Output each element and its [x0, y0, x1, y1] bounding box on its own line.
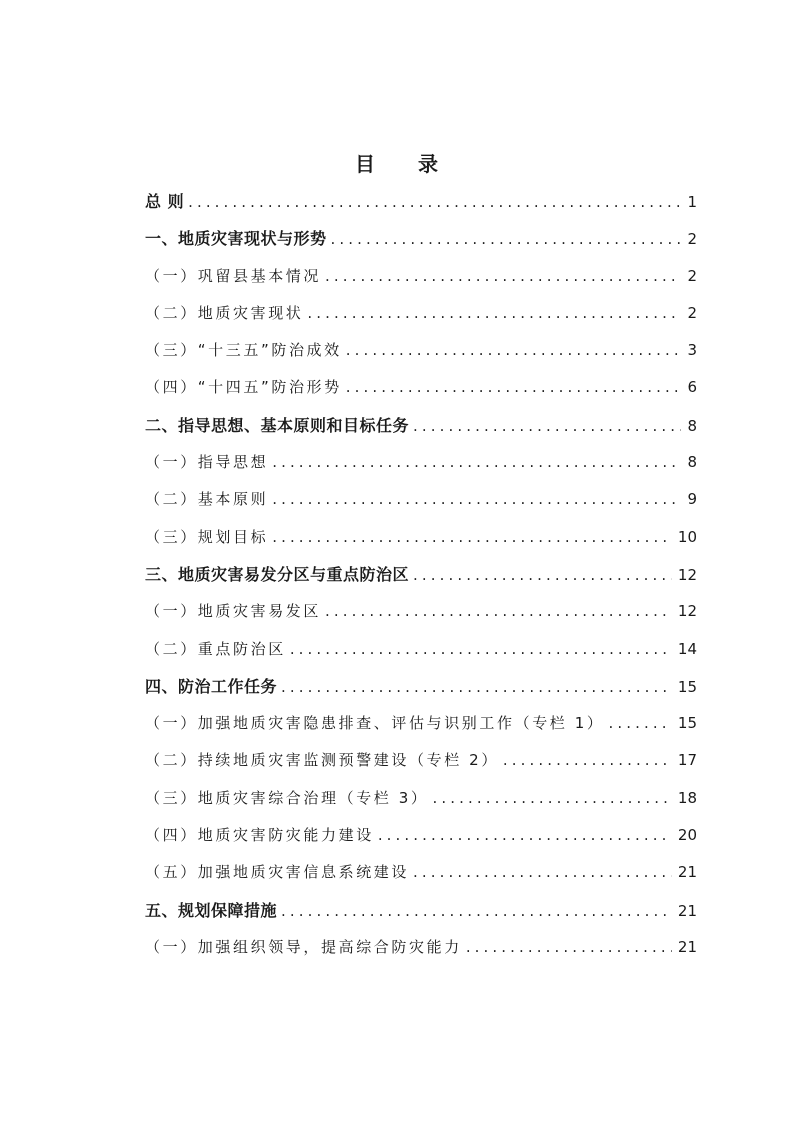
- toc-entry-page-number: 10: [677, 527, 697, 546]
- toc-entry[interactable]: [145, 407, 697, 444]
- toc-entry-page-number: 3: [687, 341, 697, 360]
- toc-dot-leader: [272, 519, 672, 556]
- toc-entry[interactable]: [145, 258, 697, 295]
- toc-entry-label: （一）加强地质灾害隐患排查、评估与识别工作（专栏 1）: [145, 714, 605, 733]
- toc-entry[interactable]: [145, 369, 697, 406]
- toc-entry[interactable]: [145, 892, 697, 929]
- toc-entry-label: （一）地质灾害易发区: [145, 602, 322, 621]
- toc-entry-page-number: 2: [687, 303, 697, 322]
- toc-dot-leader: [413, 557, 672, 593]
- toc-entry-page-number: 9: [687, 490, 697, 509]
- toc-entry[interactable]: [145, 481, 697, 518]
- toc-entry[interactable]: [145, 705, 697, 742]
- toc-dot-leader: [503, 742, 672, 779]
- toc-entry-label: （三）地质灾害综合治理（专栏 3）: [145, 788, 429, 807]
- toc-entry[interactable]: [145, 780, 697, 817]
- toc-entry-label: （一）巩留县基本情况: [145, 266, 322, 285]
- toc-entry[interactable]: [145, 295, 697, 332]
- toc-dot-leader: [346, 332, 681, 369]
- toc-entry[interactable]: [145, 854, 697, 891]
- toc-entry-label: 四、防治工作任务: [145, 676, 278, 696]
- toc-entry-page-number: 2: [687, 230, 697, 249]
- toc-dot-leader: [413, 854, 672, 891]
- toc-entry-label: （三）规划目标: [145, 527, 269, 546]
- toc-entry-page-number: 8: [687, 453, 697, 472]
- toc-entry-page-number: 12: [677, 565, 697, 584]
- toc-entry-label: （二）持续地质灾害监测预警建设（专栏 2）: [145, 751, 499, 770]
- toc-entry-label: 一、地质灾害现状与形势: [145, 229, 327, 249]
- toc-entry-page-number: 21: [677, 937, 697, 956]
- toc-entry-label: （五）加强地质灾害信息系统建设: [145, 863, 410, 882]
- toc-dot-leader: [307, 295, 681, 332]
- toc-dot-leader: [325, 593, 672, 630]
- toc-entry-label: （四）“十四五”防治形势: [145, 378, 342, 397]
- toc-dot-leader: [433, 780, 672, 817]
- toc-entry[interactable]: [145, 668, 697, 705]
- page-title: 目 录: [355, 152, 456, 176]
- toc-entry-label: （四）地质灾害防灾能力建设: [145, 826, 374, 845]
- toc-entry-page-number: 14: [677, 639, 697, 658]
- toc-entry[interactable]: [145, 742, 697, 779]
- toc-entry[interactable]: [145, 631, 697, 668]
- toc-entry-label: （二）地质灾害现状: [145, 303, 304, 322]
- toc-entry[interactable]: [145, 220, 697, 257]
- toc-entry-label: 五、规划保障措施: [145, 900, 278, 920]
- toc-dot-leader: [378, 817, 672, 854]
- toc-dot-leader: [609, 705, 672, 742]
- table-of-contents: [145, 183, 697, 966]
- toc-dot-leader: [281, 669, 672, 705]
- toc-entry[interactable]: [145, 556, 697, 593]
- toc-dot-leader: [466, 929, 672, 966]
- toc-entry-page-number: 15: [677, 677, 697, 696]
- toc-entry-page-number: 15: [677, 714, 697, 733]
- toc-entry-page-number: 17: [677, 751, 697, 770]
- toc-dot-leader: [331, 221, 681, 257]
- toc-entry[interactable]: [145, 519, 697, 556]
- toc-entry-page-number: 1: [687, 193, 697, 211]
- toc-entry[interactable]: [145, 183, 697, 220]
- toc-entry-page-number: 2: [687, 266, 697, 285]
- toc-entry[interactable]: [145, 929, 697, 966]
- toc-dot-leader: [413, 408, 681, 444]
- toc-entry-page-number: 20: [677, 826, 697, 845]
- toc-entry-label: （二）基本原则: [145, 490, 269, 509]
- toc-dot-leader: [272, 444, 681, 481]
- toc-entry-page-number: 21: [677, 901, 697, 920]
- toc-entry-page-number: 18: [677, 788, 697, 807]
- toc-dot-leader: [272, 481, 681, 518]
- toc-entry-label: （一）加强组织领导，提高综合防灾能力: [145, 937, 462, 956]
- toc-entry-label: （二）重点防治区: [145, 639, 286, 658]
- toc-dot-leader: [281, 893, 672, 929]
- toc-dot-leader: [325, 258, 681, 295]
- toc-entry-label: （一）指导思想: [145, 453, 269, 472]
- toc-entry-page-number: 6: [687, 378, 697, 397]
- toc-dot-leader: [346, 369, 681, 406]
- toc-entry[interactable]: [145, 593, 697, 630]
- toc-entry-page-number: 21: [677, 863, 697, 882]
- toc-entry-page-number: 12: [677, 602, 697, 621]
- toc-entry-label: 总 则: [145, 192, 185, 211]
- toc-entry[interactable]: [145, 332, 697, 369]
- toc-entry-label: 二、指导思想、基本原则和目标任务: [145, 415, 410, 435]
- toc-entry[interactable]: [145, 817, 697, 854]
- toc-entry-label: （三）“十三五”防治成效: [145, 341, 342, 360]
- toc-entry[interactable]: [145, 444, 697, 481]
- toc-entry-page-number: 8: [687, 416, 697, 435]
- toc-entry-label: 三、地质灾害易发分区与重点防治区: [145, 564, 410, 584]
- toc-dot-leader: [188, 184, 681, 220]
- toc-dot-leader: [290, 631, 672, 668]
